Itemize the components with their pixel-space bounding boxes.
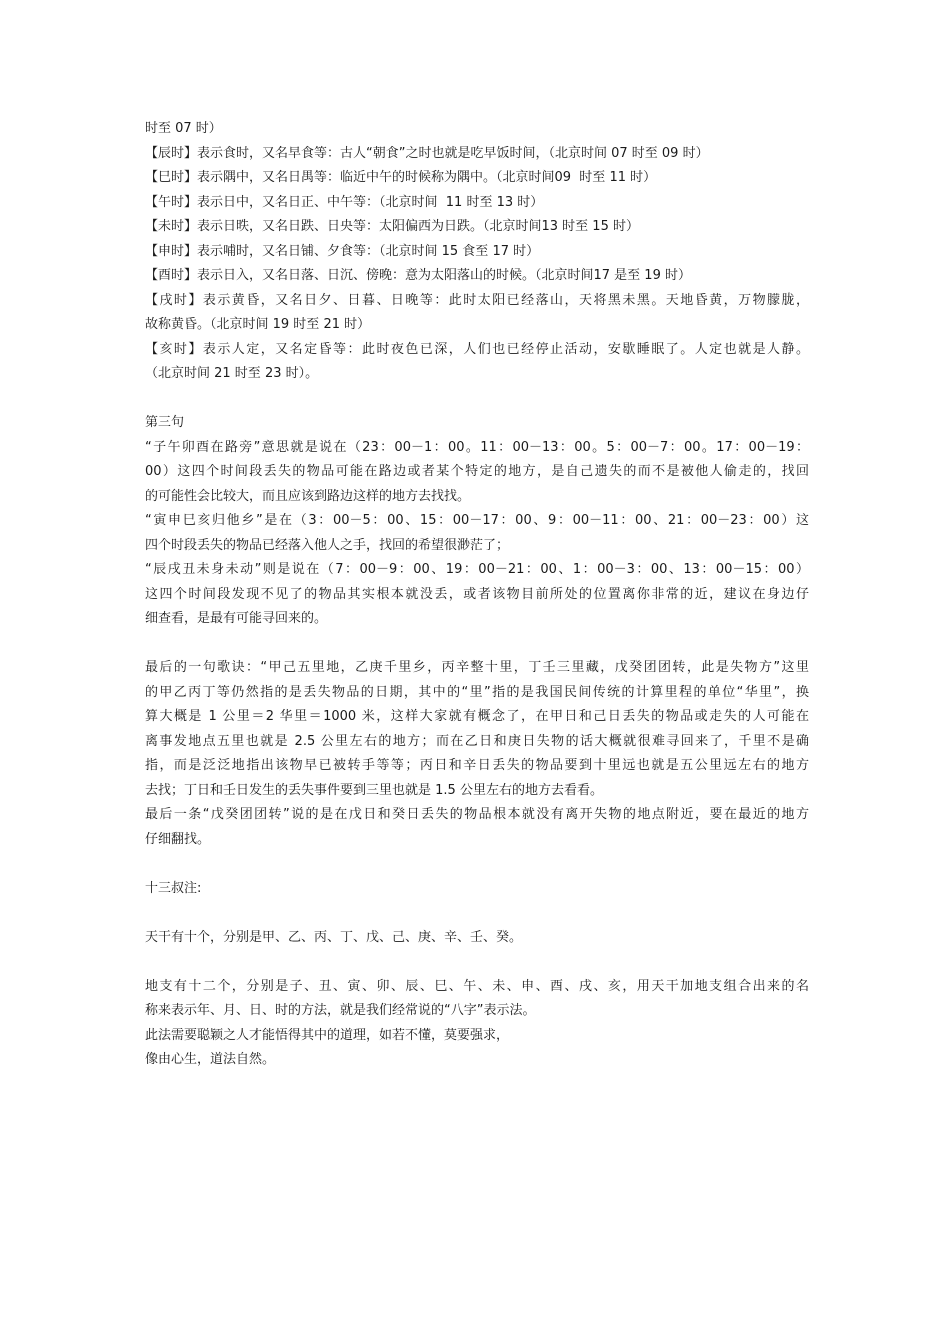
text-line: “辰戌丑未身未动”则是说在（7：00－9：00、19：00－21：00、1：00－3：00、13：00－15：00） — [145, 562, 809, 577]
text-line: 此法需要聪颖之人才能悟得其中的道理，如若不懂，莫要强求， — [145, 1027, 510, 1043]
text-line: 的甲乙丙丁等仍然指的是丢失物品的日期，其中的“里”指的是我国民间传统的计算里程的单位“华里”，换 — [145, 684, 809, 700]
text-line: 【亥时】表示人定，又名定昏等：此时夜色已深，人们也已经停止活动，安歇睡眠了。人定也就是人静。 — [145, 341, 809, 357]
text-line: 指，而是泛泛地指出该物早已被转手等等；丙日和辛日丢失的物品要到十里远也就是五公里远左右的地方 — [145, 758, 809, 773]
paragraph-gap — [145, 901, 809, 926]
paragraph-gap — [145, 950, 809, 975]
text-line: 故称黄昏。（北京时间 19 时至 21 时） — [145, 317, 371, 332]
document-page — [145, 117, 809, 1073]
text-line: 去找；丁日和壬日发生的丢失事件要到三里也就是 1.5 公里左右的地方去看看。 — [145, 782, 603, 798]
text-line: 离事发地点五里也就是 2.5 公里左右的地方；而在乙日和庚日失物的话大概就很难寻回来了，千里不是确 — [145, 733, 809, 749]
text-line: 【未时】表示日昳，又名日跌、日央等：太阳偏西为日跌。（北京时间13 时至 15 时） — [145, 219, 639, 234]
text-line: 【申时】表示哺时，又名日铺、夕食等：（北京时间 15 食至 17 时） — [145, 243, 540, 259]
shichen-list — [145, 117, 809, 387]
section-three — [145, 411, 809, 632]
text-line: 算大概是 1 公里＝2 华里＝1000 米，这样大家就有概念了，在甲日和己日丢失的物品或走失的人可能在 — [145, 709, 809, 724]
text-line: 【巳时】表示隅中，又名日禺等：临近中午的时候称为隅中。（北京时间09 时至 11 时） — [145, 170, 657, 185]
earthly-branches — [145, 975, 809, 1073]
paragraph-gap — [145, 387, 809, 412]
text-line: “寅申巳亥归他乡”是在（3：00－5：00、15：00－17：00、9：00－11：00、21：00－23：00）这 — [145, 513, 809, 528]
paragraph-gap — [145, 632, 809, 657]
text-line: 仔细翻找。 — [145, 831, 211, 847]
text-line: 细查看，是最有可能寻回来的。 — [145, 611, 328, 626]
text-line: 最后一条“戊癸团团转”说的是在戊日和癸日丢失的物品根本就没有离开失物的地点附近，要在最近的地方 — [145, 807, 809, 822]
note-heading: 十三叔注: — [145, 880, 202, 896]
text-line: （北京时间 21 时至 23 时）。 — [145, 366, 319, 381]
text-line: 【酉时】表示日入，又名日落、日沉、傍晚：意为太阳落山的时候。（北京时间17 是至 19 时） — [145, 268, 691, 283]
text-line: 00）这四个时间段丢失的物品可能在路边或者某个特定的地方，是自己遗失的而不是被他人偷走的，找回 — [145, 464, 809, 479]
section-heading: 第三句 — [145, 415, 185, 430]
text-line: 【辰时】表示食时，又名早食等：古人“朝食”之时也就是吃早饭时间，（北京时间 07 时至 09 时） — [145, 145, 709, 161]
text-line: 这四个时间段发现不见了的物品其实根本就没丢，或者该物目前所处的位置离你非常的近，建议在身边仔 — [145, 586, 809, 602]
text-line: 像由心生，道法自然。 — [145, 1052, 276, 1067]
final-verse — [145, 656, 809, 852]
text-line: 时至 07 时） — [145, 121, 222, 136]
text-line: 的可能性会比较大，而且应该到路边这样的地方去找找。 — [145, 488, 471, 504]
text-line: 最后的一句歌诀：“甲己五里地，乙庚千里乡，丙辛整十里，丁壬三里藏，戊癸团团转，此是失物方”这里 — [145, 660, 809, 675]
text-line: 【戌时】表示黄昏，又名日夕、日暮、日晚等：此时太阳已经落山，天将黑未黑。天地昏黄，万物朦胧， — [145, 292, 809, 308]
paragraph-gap — [145, 852, 809, 877]
text-line: 称来表示年、月、日、时的方法，就是我们经常说的“八字”表示法。 — [145, 1003, 536, 1018]
text-line: “子午卯酉在路旁”意思就是说在（23：00－1：00。11：00－13：00。5：00－7：00。17：00－19： — [145, 439, 809, 455]
text-line: 四个时段丢失的物品已经落入他人之手，找回的希望很渺茫了； — [145, 537, 510, 553]
text-line: 地支有十二个，分别是子、丑、寅、卯、辰、巳、午、未、申、酉、戌、亥，用天干加地支组合出来的名 — [145, 978, 809, 994]
text-line: 【午时】表示日中，又名日正、中午等：（北京时间 11 时至 13 时） — [145, 194, 544, 210]
heavenly-stems-text: 天干有十个，分别是甲、乙、丙、丁、戊、己、庚、辛、壬、癸。 — [145, 929, 523, 945]
